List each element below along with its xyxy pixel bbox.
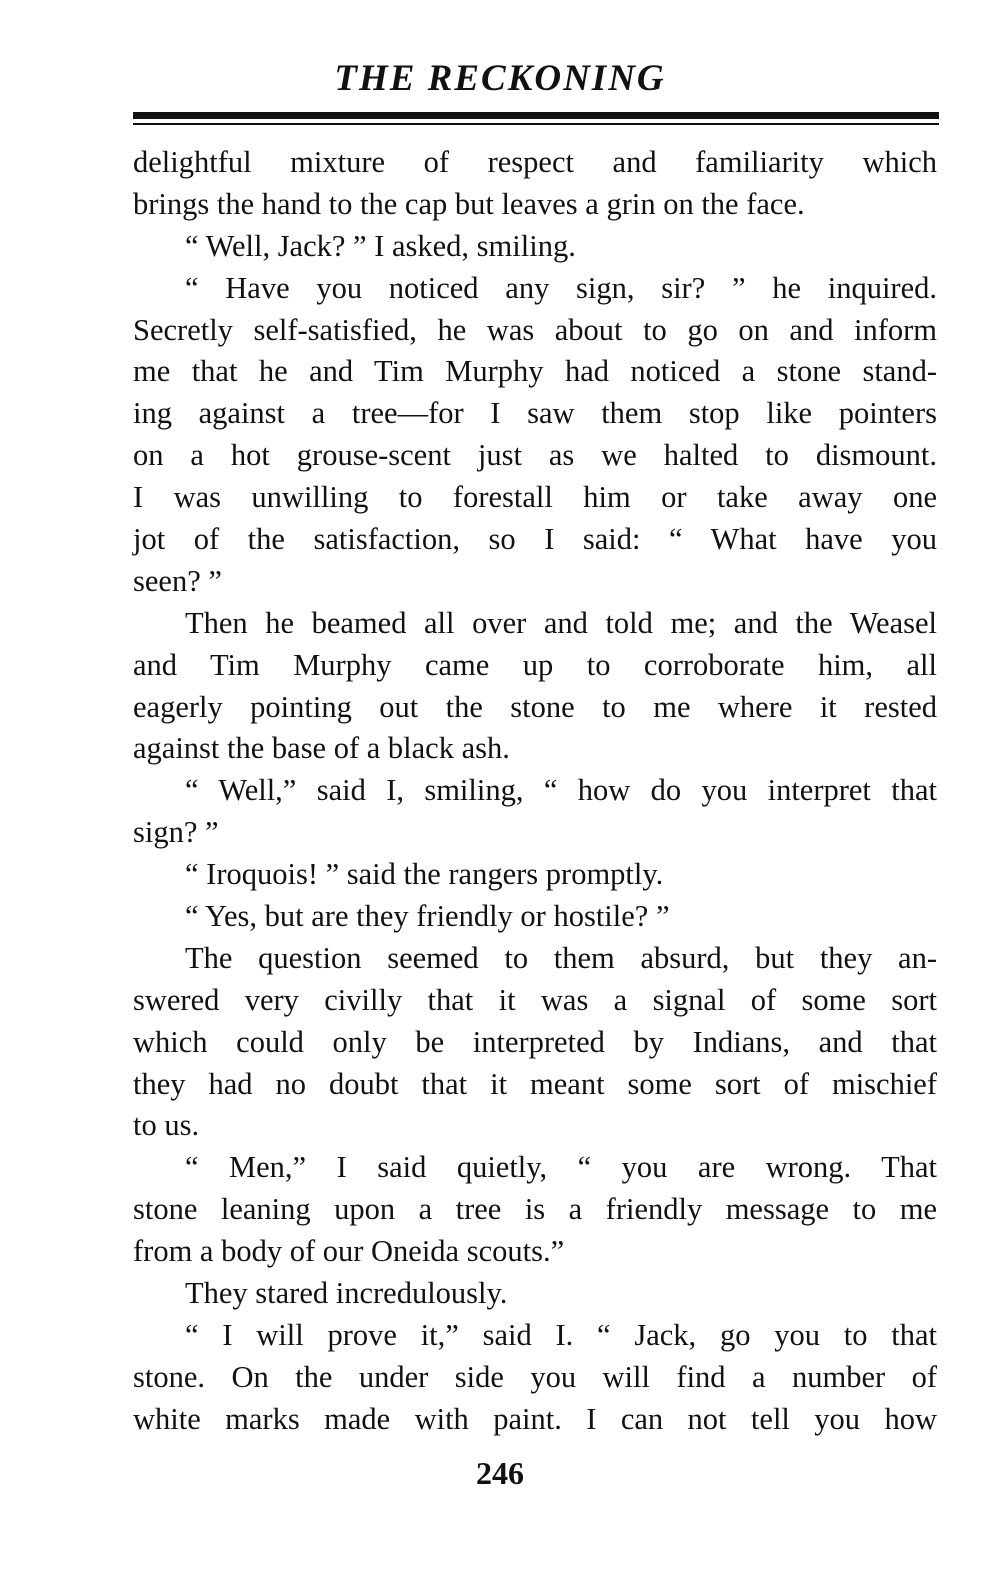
text-line: on a hot grouse-scent just as we halted to dismount. <box>133 438 937 473</box>
text-line: against the base of a black ash. <box>133 731 510 766</box>
text-line: “ Have you noticed any sign, sir? ” he inquired. <box>185 270 937 305</box>
text-line: eagerly pointing out the stone to me where it rested <box>133 689 937 724</box>
text-line: “ Well, Jack? ” I asked, smiling. <box>185 228 576 263</box>
text-line: “ I will prove it,” said I. “ Jack, go you to that <box>185 1317 937 1352</box>
header-rule-thin <box>133 123 939 125</box>
text-line: They stared incredulously. <box>185 1276 508 1311</box>
text-line: delightful mixture of respect and familiarity which <box>133 145 937 179</box>
text-line: white marks made with paint. I can not tell you how <box>133 1401 937 1436</box>
text-line: Then he beamed all over and told me; and the Weasel <box>185 605 937 640</box>
text-line: swered very civilly that it was a signal of some sort <box>133 982 937 1017</box>
text-line: brings the hand to the cap but leaves a grin on the face. <box>133 186 805 221</box>
header-rule-thick <box>133 112 939 119</box>
text-line: they had no doubt that it meant some sort of mischief <box>133 1066 937 1101</box>
text-line: to us. <box>133 1108 200 1143</box>
text-line: Secretly self-satisfied, he was about to go on and inform <box>133 312 937 347</box>
text-line: stone leaning upon a tree is a friendly message to me <box>133 1192 937 1227</box>
text-line: stone. On the under side you will find a number of <box>133 1359 937 1394</box>
page-number: 246 <box>476 1455 524 1491</box>
body-text <box>133 142 937 1441</box>
text-line: The question seemed to them absurd, but they an- <box>185 940 937 975</box>
text-line: “ Iroquois! ” said the rangers promptly. <box>185 857 664 892</box>
text-line: sign? ” <box>133 815 219 850</box>
text-line: ing against a tree—for I saw them stop like pointers <box>133 396 937 431</box>
text-line: which could only be interpreted by Indians, and that <box>133 1024 937 1059</box>
text-line: from a body of our Oneida scouts.” <box>133 1234 565 1269</box>
text-line: jot of the satisfaction, so I said: “ What have you <box>133 522 937 557</box>
text-line: I was unwilling to forestall him or take away one <box>133 480 937 515</box>
text-line: “ Men,” I said quietly, “ you are wrong. That <box>185 1150 937 1185</box>
text-line: seen? ” <box>133 563 222 598</box>
text-line: me that he and Tim Murphy had noticed a stone stand- <box>133 354 937 389</box>
text-line: “ Well,” said I, smiling, “ how do you interpret that <box>185 773 937 808</box>
running-head-title: THE RECKONING <box>334 58 666 99</box>
text-line: “ Yes, but are they friendly or hostile? ” <box>185 899 670 934</box>
text-line: and Tim Murphy came up to corroborate him, all <box>133 647 937 682</box>
